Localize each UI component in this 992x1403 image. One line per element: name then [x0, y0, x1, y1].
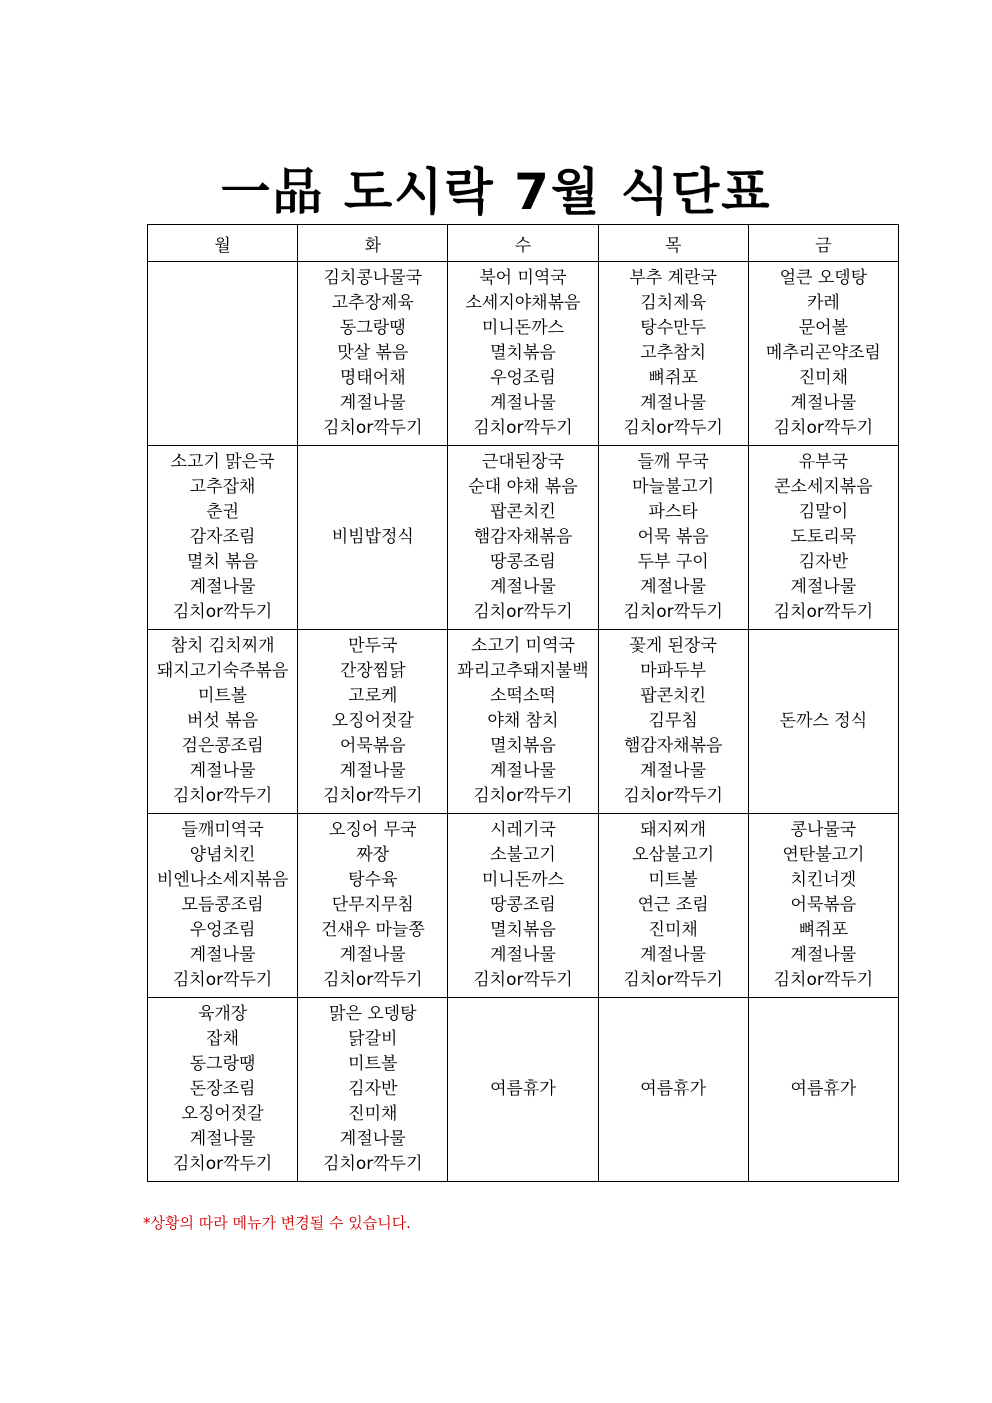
menu-items	[749, 818, 898, 993]
menu-items	[599, 450, 748, 625]
menu-item: 검은콩조림	[181, 736, 264, 756]
menu-items	[448, 450, 597, 625]
menu-item: 모듬콩조림	[181, 895, 264, 915]
menu-cell-mon	[148, 446, 298, 630]
menu-item: 계절나물	[339, 761, 406, 781]
menu-item: 들깨 무국	[637, 452, 709, 472]
menu-item: 비엔나소세지볶음	[156, 870, 289, 890]
menu-item: 김치or깍두기	[172, 970, 273, 990]
menu-item: 오징어젓갈	[331, 711, 414, 731]
menu-item: 얼큰 오뎅탕	[779, 268, 868, 288]
menu-cell-fri	[748, 446, 898, 630]
menu-item: 계절나물	[189, 945, 256, 965]
menu-item: 소고기 미역국	[471, 636, 575, 656]
menu-item: 계절나물	[490, 761, 556, 781]
menu-item: 여름휴가	[490, 1079, 556, 1099]
menu-item: 김치or깍두기	[172, 1154, 273, 1174]
day-header-thu: 목	[598, 225, 748, 262]
menu-item: 땅콩조림	[490, 552, 556, 572]
menu-item: 김자반	[348, 1079, 398, 1099]
menu-cell-wed	[448, 998, 598, 1182]
menu-item: 도토리묵	[790, 527, 857, 547]
menu-item: 계절나물	[640, 761, 706, 781]
menu-item: 고추장제육	[331, 293, 414, 313]
menu-item: 치킨너겟	[790, 870, 857, 890]
menu-item: 어묵 볶음	[637, 527, 709, 547]
menu-cell-tue	[298, 630, 448, 814]
menu-item: 연탄불고기	[782, 845, 865, 865]
menu-item: 메추리곤약조림	[765, 343, 881, 363]
menu-item: 김치or깍두기	[773, 970, 874, 990]
menu-cell-thu	[598, 998, 748, 1182]
menu-item: 우엉조림	[490, 368, 556, 388]
menu-item: 땅콩조림	[490, 895, 556, 915]
menu-items	[298, 525, 447, 550]
menu-item: 동그랑땡	[339, 318, 406, 338]
menu-item: 계절나물	[490, 577, 556, 597]
menu-item: 계절나물	[189, 1129, 256, 1149]
menu-item: 김무침	[648, 711, 698, 731]
menu-item: 진미채	[798, 368, 849, 388]
menu-items	[148, 1002, 297, 1177]
menu-item: 짜장	[356, 845, 390, 865]
menu-item: 팝콘치킨	[640, 686, 706, 706]
menu-item: 계절나물	[640, 945, 706, 965]
menu-item: 김치or깍두기	[172, 786, 273, 806]
menu-item: 부추 계란국	[629, 268, 717, 288]
menu-item: 소고기 맑은국	[170, 452, 275, 472]
menu-item: 오삼불고기	[632, 845, 715, 865]
menu-cell-fri	[748, 998, 898, 1182]
menu-cell-wed	[448, 262, 598, 446]
menu-cell-mon	[148, 814, 298, 998]
menu-items	[599, 266, 748, 441]
menu-item: 단무지무침	[331, 895, 414, 915]
menu-item: 어묵볶음	[790, 895, 857, 915]
menu-item: 미니돈까스	[481, 318, 565, 338]
menu-item: 멸치볶음	[490, 343, 556, 363]
page-title: 一品 도시락 7월 식단표	[220, 163, 772, 221]
menu-cell-tue	[298, 814, 448, 998]
menu-item: 카레	[806, 293, 840, 313]
menu-item: 돼지찌개	[640, 820, 706, 840]
menu-item: 진미채	[348, 1104, 398, 1124]
week-row	[148, 998, 899, 1182]
menu-item: 멸치 볶음	[187, 552, 259, 572]
menu-item: 건새우 마늘쫑	[320, 920, 425, 940]
menu-item: 탕수만두	[640, 318, 706, 338]
menu-item: 햄감자채볶음	[473, 527, 573, 547]
menu-item: 꽈리고추돼지불백	[457, 661, 589, 681]
menu-item: 여름휴가	[640, 1079, 706, 1099]
menu-item: 김치or깍두기	[323, 1154, 423, 1174]
menu-item: 동그랑땡	[189, 1054, 256, 1074]
menu-item: 비빔밥정식	[331, 527, 414, 547]
week-row	[148, 630, 899, 814]
menu-item: 유부국	[798, 452, 849, 472]
menu-item: 계절나물	[189, 761, 256, 781]
menu-item: 고로케	[348, 686, 398, 706]
menu-items	[298, 818, 447, 993]
menu-items	[749, 1077, 898, 1102]
menu-items	[749, 450, 898, 625]
menu-cell-mon	[148, 262, 298, 446]
menu-item: 김치or깍두기	[773, 602, 874, 622]
menu-items	[448, 1077, 597, 1102]
menu-item: 계절나물	[339, 945, 406, 965]
menu-item: 맑은 오뎅탕	[329, 1004, 417, 1024]
menu-cell-thu	[598, 446, 748, 630]
menu-item: 간장찜닭	[339, 661, 406, 681]
menu-item: 어묵볶음	[339, 736, 406, 756]
menu-item: 햄감자채볶음	[623, 736, 723, 756]
menu-item: 김치or깍두기	[473, 418, 573, 438]
menu-items	[448, 266, 597, 441]
menu-item: 고추잡채	[189, 477, 256, 497]
header-row	[148, 225, 899, 262]
menu-item: 참치 김치찌개	[170, 636, 275, 656]
change-notice: *상황의 따라 메뉴가 변경될 수 있습니다.	[143, 1214, 411, 1232]
menu-item: 김치콩나물국	[323, 268, 423, 288]
menu-item: 근대된장국	[481, 452, 565, 472]
menu-cell-fri	[748, 814, 898, 998]
menu-item: 돼지고기숙주볶음	[156, 661, 289, 681]
menu-item: 김말이	[798, 502, 849, 522]
menu-items	[148, 450, 297, 625]
menu-item: 계절나물	[339, 1129, 406, 1149]
menu-item: 버섯 볶음	[187, 711, 259, 731]
menu-cell-mon	[148, 630, 298, 814]
menu-item: 우엉조림	[189, 920, 256, 940]
menu-item: 콩나물국	[790, 820, 857, 840]
menu-item: 돈장조림	[189, 1079, 256, 1099]
menu-item: 김치or깍두기	[473, 602, 573, 622]
menu-item: 시레기국	[490, 820, 556, 840]
week-row	[148, 446, 899, 630]
menu-items	[298, 634, 447, 809]
menu-cell-fri	[748, 630, 898, 814]
week-row	[148, 814, 899, 998]
menu-item: 계절나물	[640, 393, 706, 413]
menu-item: 계절나물	[790, 393, 857, 413]
menu-cell-mon	[148, 998, 298, 1182]
menu-item: 오징어 무국	[329, 820, 417, 840]
menu-item: 콘소세지볶음	[774, 477, 873, 497]
menu-item: 춘권	[206, 502, 240, 522]
menu-item: 계절나물	[490, 945, 556, 965]
menu-item: 김치or깍두기	[773, 418, 874, 438]
menu-cell-thu	[598, 814, 748, 998]
menu-item: 소불고기	[490, 845, 556, 865]
menu-items	[599, 818, 748, 993]
menu-item: 김자반	[798, 552, 849, 572]
menu-cell-fri	[748, 262, 898, 446]
menu-item: 김치or깍두기	[623, 418, 723, 438]
menu-item: 소떡소떡	[490, 686, 556, 706]
week-row	[148, 262, 899, 446]
menu-item: 뼈쥐포	[648, 368, 698, 388]
menu-item: 오징어젓갈	[181, 1104, 264, 1124]
menu-item: 문어볼	[798, 318, 849, 338]
menu-item: 뼈쥐포	[798, 920, 849, 940]
menu-item: 탕수육	[348, 870, 398, 890]
menu-item: 멸치볶음	[490, 736, 556, 756]
menu-item: 파스타	[648, 502, 698, 522]
menu-item: 미니돈까스	[481, 870, 565, 890]
menu-item: 만두국	[348, 636, 398, 656]
day-header-wed: 수	[448, 225, 598, 262]
menu-item: 맛살 볶음	[337, 343, 409, 363]
menu-item: 미트볼	[648, 870, 698, 890]
menu-item: 돈까스 정식	[779, 711, 868, 731]
menu-cell-wed	[448, 446, 598, 630]
menu-items	[448, 634, 597, 809]
menu-item: 김치or깍두기	[473, 786, 573, 806]
menu-item: 닭갈비	[348, 1029, 398, 1049]
menu-item: 계절나물	[640, 577, 706, 597]
menu-item: 소세지야채볶음	[465, 293, 581, 313]
menu-item: 고추참치	[640, 343, 706, 363]
menu-item: 야채 참치	[487, 711, 559, 731]
menu-item: 순대 야채 볶음	[468, 477, 578, 497]
menu-cell-thu	[598, 262, 748, 446]
menu-item: 김치or깍두기	[172, 602, 273, 622]
menu-item: 감자조림	[189, 527, 256, 547]
menu-item: 북어 미역국	[479, 268, 567, 288]
menu-cell-thu	[598, 630, 748, 814]
menu-cell-wed	[448, 630, 598, 814]
menu-item: 진미채	[648, 920, 698, 940]
menu-item: 미트볼	[348, 1054, 398, 1074]
menu-item: 김치or깍두기	[323, 786, 423, 806]
menu-items	[448, 818, 597, 993]
menu-item: 육개장	[197, 1004, 248, 1024]
menu-item: 잡채	[206, 1029, 240, 1049]
menu-item: 김치or깍두기	[623, 786, 723, 806]
menu-item: 명태어채	[339, 368, 406, 388]
menu-item: 김치or깍두기	[623, 970, 723, 990]
menu-items	[298, 266, 447, 441]
menu-cell-wed	[448, 814, 598, 998]
menu-cell-tue	[298, 446, 448, 630]
menu-table	[147, 224, 899, 1182]
menu-item: 김치or깍두기	[323, 418, 423, 438]
menu-body	[148, 262, 899, 1182]
day-header-fri: 금	[748, 225, 898, 262]
menu-items	[749, 709, 898, 734]
menu-items	[148, 634, 297, 809]
menu-item: 계절나물	[490, 393, 556, 413]
menu-item: 여름휴가	[790, 1079, 857, 1099]
menu-cell-tue	[298, 262, 448, 446]
menu-items	[148, 818, 297, 993]
menu-item: 멸치볶음	[490, 920, 556, 940]
menu-item: 마파두부	[640, 661, 706, 681]
menu-item: 김치or깍두기	[323, 970, 423, 990]
menu-item: 계절나물	[790, 945, 857, 965]
menu-item: 계절나물	[189, 577, 256, 597]
menu-item: 꽃게 된장국	[629, 636, 717, 656]
menu-item: 미트볼	[197, 686, 248, 706]
menu-item: 양념치킨	[189, 845, 256, 865]
menu-item: 김치or깍두기	[473, 970, 573, 990]
menu-cell-tue	[298, 998, 448, 1182]
menu-item: 김치or깍두기	[623, 602, 723, 622]
menu-item: 계절나물	[339, 393, 406, 413]
menu-items	[599, 634, 748, 809]
menu-item: 들깨미역국	[181, 820, 264, 840]
menu-item: 두부 구이	[637, 552, 709, 572]
day-header-tue: 화	[298, 225, 448, 262]
menu-item: 계절나물	[790, 577, 857, 597]
menu-items	[298, 1002, 447, 1177]
menu-item: 김치제육	[640, 293, 706, 313]
menu-item: 팝콘치킨	[490, 502, 556, 522]
day-header-mon: 월	[148, 225, 298, 262]
menu-items	[599, 1077, 748, 1102]
menu-items	[749, 266, 898, 441]
menu-item: 연근 조림	[637, 895, 709, 915]
menu-item: 마늘불고기	[632, 477, 715, 497]
